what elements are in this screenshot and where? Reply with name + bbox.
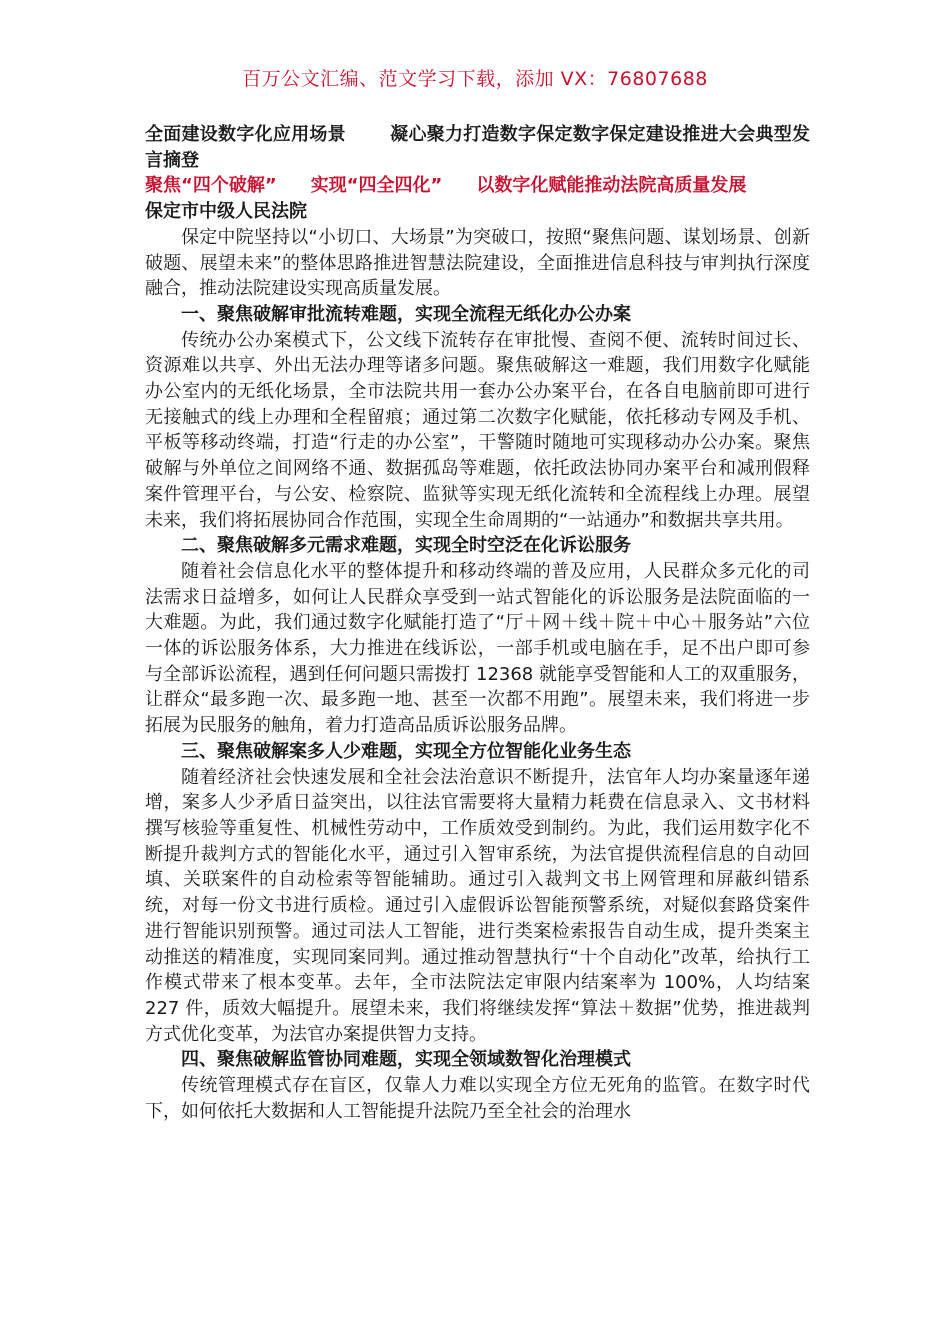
watermark-banner: 百万公文汇编、范文学习下载，添加 VX：76807688 (242, 68, 708, 90)
title-part-a: 全面建设数字化应用场景 (145, 124, 346, 145)
section-body-3: 随着经济社会快速发展和全社会法治意识不断提升，法官年人均办案量逐年递增，案多人少矛盾日益突出，以往法官需要将大量精力耗费在信息录入、文书材料撰写核验等重复性、机械性劳动中，工作质效受到制约。为此，我们运用数字化不断提升裁判方式的智能化水平，通过引入智审系统，为法官提供流程信息的自动回填、关联案件的自动检索等智能辅助。通过引入裁判文书上网管理和屏蔽纠错系统，对每一份文书进行质检。通过引入虚假诉讼智能预警系统，对疑似套路贷案件进行智能识别预警。通过司法人工智能，进行类案检索报告自动生成，提升类案主动推送的精准度，实现同案同判。通过推动智慧执行“十个自动化”改革，给执行工作模式带来了根本变革。去年，全市法院法定审限内结案率为 100%，人均结案 227 件，质效大幅提升。展望未来，我们将继续发挥“算法＋数据”优势，推进裁判方式优化变革，为法官办案提供智力支持。 (145, 766, 810, 1045)
document-title (145, 122, 810, 173)
section-heading-3: 三、聚焦破解案多人少难题，实现全方位智能化业务生态 (181, 740, 631, 762)
section-body-2: 随着社会信息化水平的整体提升和移动终端的普及应用，人民群众多元化的司法需求日益增多，如何让人民群众享受到一站式智能化的诉讼服务是法院面临的一大难题。为此，我们通过数字化赋能打造了“厅＋网＋线＋院＋中心＋服务站”六位一体的诉讼服务体系，大力推进在线诉讼，一部手机或电脑在手，足不出户即可参与全部诉讼流程，遇到任何问题只需拨打 12368 就能享受智能和人工的双重服务，让群众“最多跑一次、最多跑一地、甚至一次都不用跑”。展望未来，我们将进一步拓展为民服务的触角，着力打造高品质诉讼服务品牌。 (145, 560, 810, 737)
subtitle-part-b: 实现“四全四化” (310, 175, 443, 197)
intro-paragraph: 保定中院坚持以“小切口、大场景”为突破口，按照“聚焦问题、谋划场景、创新破题、展望未来”的整体思路推进智慧法院建设，全面推进信息科技与审判执行深度融合，推动法院建设实现高质量发展。 (145, 226, 810, 300)
subtitle-part-c: 以数字化赋能推动法院高质量发展 (476, 175, 747, 197)
document-body (145, 122, 810, 1124)
title-part-b: 凝心聚力打造数字保定数字保定建设推进大会典型发言摘登 (145, 124, 811, 171)
section-body-1: 传统办公办案模式下，公文线下流转存在审批慢、查阅不便、流转时间过长、资源难以共享、外出无法办理等诸多问题。聚焦破解这一难题，我们用数字化赋能办公室内的无纸化场景，全市法院共用一套办公办案平台，在各自电脑前即可进行无接触式的线上办理和全程留痕；通过第二次数字化赋能，依托移动专网及手机、平板等移动终端，打造“行走的办公室”，干警随时随地可实现移动办公办案。聚焦破解与外单位之间网络不通、数据孤岛等难题，依托政法协同办案平台和减刑假释案件管理平台，与公安、检察院、监狱等实现无纸化流转和全流程线上办理。展望未来，我们将拓展协同合作范围，实现全生命周期的“一站通办”和数据共享共用。 (145, 329, 810, 531)
section-body-4: 传统管理模式存在盲区，仅靠人力难以实现全方位无死角的监管。在数字时代下，如何依托大数据和人工智能提升法院乃至全社会的治理水 (145, 1075, 810, 1122)
section-heading-4: 四、聚焦破解监管协同难题，实现全领域数智化治理模式 (181, 1049, 631, 1071)
document-subtitle (145, 173, 810, 199)
subtitle-part-a: 聚焦“四个破解” (145, 175, 277, 197)
section-heading-1: 一、聚焦破解审批流转难题，实现全流程无纸化办公办案 (181, 303, 631, 325)
author-organization: 保定市中级人民法院 (145, 201, 307, 223)
section-heading-2: 二、聚焦破解多元需求难题，实现全时空泛在化诉讼服务 (181, 535, 631, 557)
